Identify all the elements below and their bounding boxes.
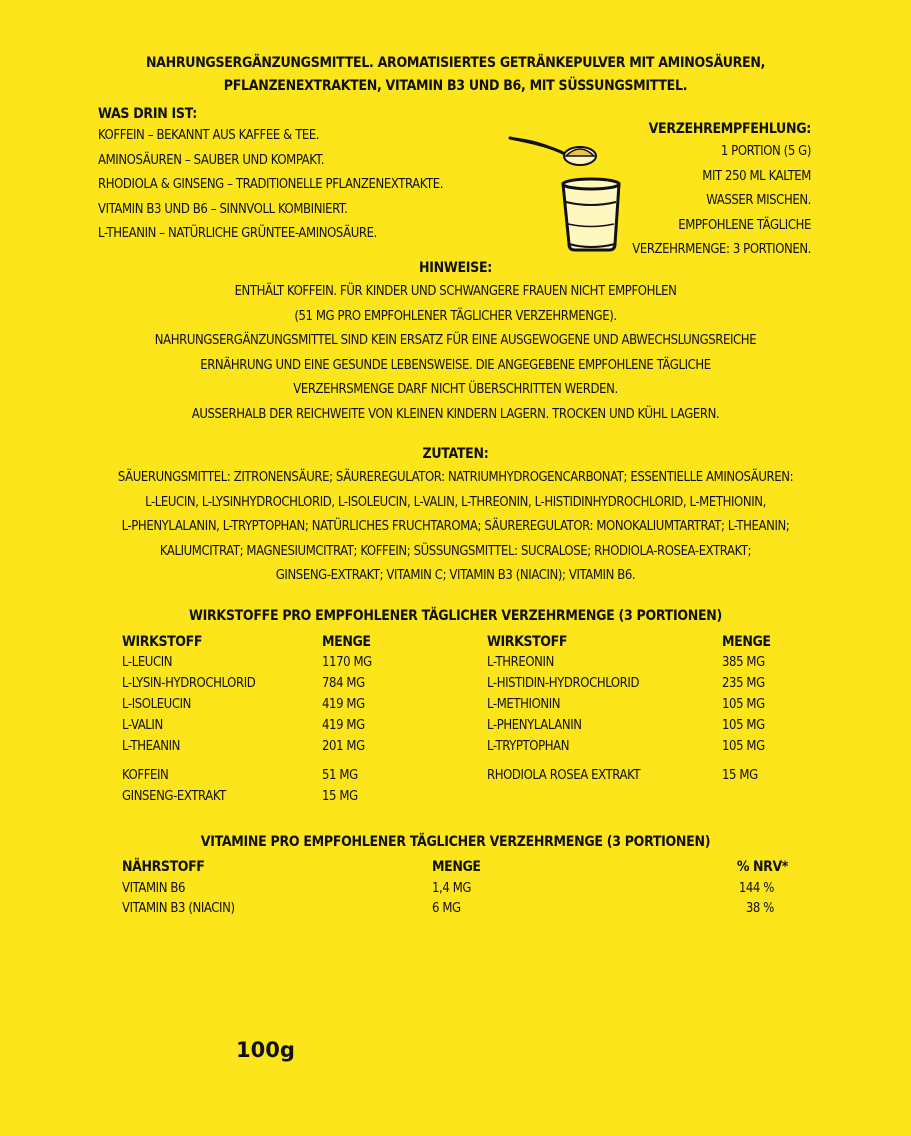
ingredients-line: L-PHENYLALANIN, L-TRYPTOPHAN; NATÜRLICHES FRUCHTAROMA; SÄUREREGULATOR: MONOKALIUMTARTRAT; L-THEANIN; — [121, 519, 790, 535]
active-amount: 15 MG — [322, 789, 358, 804]
vitamins-title: VITAMINE PRO EMPFOHLENER TÄGLICHER VERZEHRMENGE (3 PORTIONEN) — [200, 834, 711, 850]
vitamins-col-nrv: % NRV* — [736, 859, 788, 875]
active-amount: 385 MG — [722, 655, 765, 670]
dosage-section — [551, 118, 811, 263]
actives-col-amount: MENGE — [722, 634, 771, 650]
active-amount: 105 MG — [722, 718, 765, 733]
ingredients-section — [70, 442, 841, 589]
notes-section — [80, 256, 831, 427]
ingredients-line: KALIUMCITRAT; MAGNESIUMCITRAT; KOFFEIN; SÜSSUNGSMITTEL: SUCRALOSE; RHODIOLA-ROSEA-EXTRAKT; — [159, 543, 752, 559]
vitamin-amount: 1,4 MG — [432, 881, 472, 896]
ingredients-heading: ZUTATEN: — [422, 446, 489, 462]
dosage-line: MIT 250 ML KALTEM — [702, 168, 811, 184]
vitamin-amount: 6 MG — [432, 901, 461, 916]
actives-col-amount: MENGE — [322, 634, 371, 650]
dosage-line: EMPFOHLENE TÄGLICHE — [678, 217, 811, 233]
ingredients-line: SÄUERUNGSMITTEL: ZITRONENSÄURE; SÄUREREGULATOR: NATRIUMHYDROGENCARBONAT; ESSENTIELLE AMINOSÄUREN: — [117, 470, 794, 485]
vitamins-col-nutrient: NÄHRSTOFF — [122, 859, 205, 875]
notes-line: NAHRUNGSERGÄNZUNGSMITTEL SIND KEIN ERSATZ FÜR EINE AUSGEWOGENE UND ABWECHSLUNGSREICHE — [154, 333, 757, 348]
dosage-line: VERZEHRMENGE: 3 PORTIONEN. — [632, 242, 811, 257]
dosage-heading: VERZEHREMPFEHLUNG: — [648, 121, 811, 137]
active-amount: 235 MG — [722, 676, 765, 691]
notes-line: VERZEHRSMENGE DARF NICHT ÜBERSCHRITTEN WERDEN. — [293, 382, 618, 397]
notes-heading: HINWEISE: — [419, 260, 492, 276]
actives-col-substance: WIRKSTOFF — [487, 634, 568, 650]
active-amount: 784 MG — [322, 676, 365, 691]
contents-item: KOFFEIN – BEKANNT AUS KAFFEE & TEE. — [98, 128, 320, 143]
active-amount: 15 MG — [722, 768, 758, 783]
actives-title: WIRKSTOFFE PRO EMPFOHLENER TÄGLICHER VERZEHRMENGE (3 PORTIONEN) — [189, 608, 722, 624]
vitamin-name: VITAMIN B3 (NIACIN) — [122, 901, 235, 916]
ingredients-line: GINSENG-EXTRAKT; VITAMIN C; VITAMIN B3 (NIACIN); VITAMIN B6. — [275, 568, 636, 584]
active-name: L-LYSIN-HYDROCHLORID — [122, 676, 256, 691]
active-name: L-PHENYLALANIN — [487, 718, 582, 733]
notes-line: ERNÄHRUNG UND EINE GESUNDE LEBENSWEISE. DIE ANGEGEBENE EMPFOHLENE TÄGLICHE — [200, 357, 711, 373]
active-name: L-ISOLEUCIN — [122, 697, 192, 712]
dosage-line: 1 PORTION (5 G) — [720, 144, 811, 159]
active-amount: 1170 MG — [322, 655, 372, 670]
active-name: L-TRYPTOPHAN — [487, 739, 570, 754]
active-amount: 105 MG — [722, 739, 765, 754]
active-amount: 51 MG — [322, 768, 358, 783]
vitamins-col-amount: MENGE — [432, 859, 481, 875]
active-amount: 419 MG — [322, 697, 365, 712]
contents-item: L-THEANIN – NATÜRLICHE GRÜNTEE-AMINOSÄURE. — [98, 226, 377, 241]
active-name: L-VALIN — [122, 718, 163, 733]
active-name: RHODIOLA ROSEA EXTRAKT — [487, 768, 641, 783]
active-amount: 201 MG — [322, 739, 365, 754]
active-name: L-THEANIN — [122, 739, 180, 754]
title-line-1: NAHRUNGSERGÄNZUNGSMITTEL. AROMATISIERTES GETRÄNKEPULVER MIT AMINOSÄUREN, — [145, 55, 766, 71]
notes-line: ENTHÄLT KOFFEIN. FÜR KINDER UND SCHWANGERE FRAUEN NICHT EMPFOHLEN — [234, 284, 677, 299]
active-name: L-HISTIDIN-HYDROCHLORID — [487, 676, 640, 691]
contents-heading: WAS DRIN IST: — [98, 106, 197, 122]
contents-section — [98, 104, 518, 247]
notes-line: AUSSERHALB DER REICHWEITE VON KLEINEN KINDERN LAGERN. TROCKEN UND KÜHL LAGERN. — [191, 406, 720, 422]
net-weight: 100g — [236, 1038, 295, 1062]
active-name: GINSENG-EXTRAKT — [122, 789, 226, 804]
contents-item: RHODIOLA & GINSENG – TRADITIONELLE PFLANZENEXTRAKTE. — [98, 177, 444, 192]
active-name: L-METHIONIN — [487, 697, 561, 712]
vitamin-name: VITAMIN B6 — [122, 881, 186, 896]
active-name: KOFFEIN — [122, 768, 169, 783]
product-title — [40, 52, 871, 98]
active-name: L-THREONIN — [487, 655, 554, 670]
contents-item: AMINOSÄUREN – SAUBER UND KOMPAKT. — [98, 152, 325, 168]
vitamin-nrv: 144 % — [738, 881, 774, 896]
active-name: L-LEUCIN — [122, 655, 173, 670]
ingredients-line: L-LEUCIN, L-LYSINHYDROCHLORID, L-ISOLEUCIN, L-VALIN, L-THREONIN, L-HISTIDINHYDROCHLORID, L-METHIONIN, — [145, 494, 766, 510]
dosage-line: WASSER MISCHEN. — [706, 193, 811, 208]
active-amount: 105 MG — [722, 697, 765, 712]
notes-line: (51 MG PRO EMPFOHLENER TÄGLICHER VERZEHRMENGE). — [294, 308, 617, 324]
title-line-2: PFLANZENEXTRAKTEN, VITAMIN B3 UND B6, MIT SÜSSUNGSMITTEL. — [223, 78, 688, 94]
actives-col-substance: WIRKSTOFF — [122, 634, 203, 650]
active-amount: 419 MG — [322, 718, 365, 733]
contents-item: VITAMIN B3 UND B6 – SINNVOLL KOMBINIERT. — [98, 201, 348, 217]
vitamin-nrv: 38 % — [745, 901, 774, 916]
